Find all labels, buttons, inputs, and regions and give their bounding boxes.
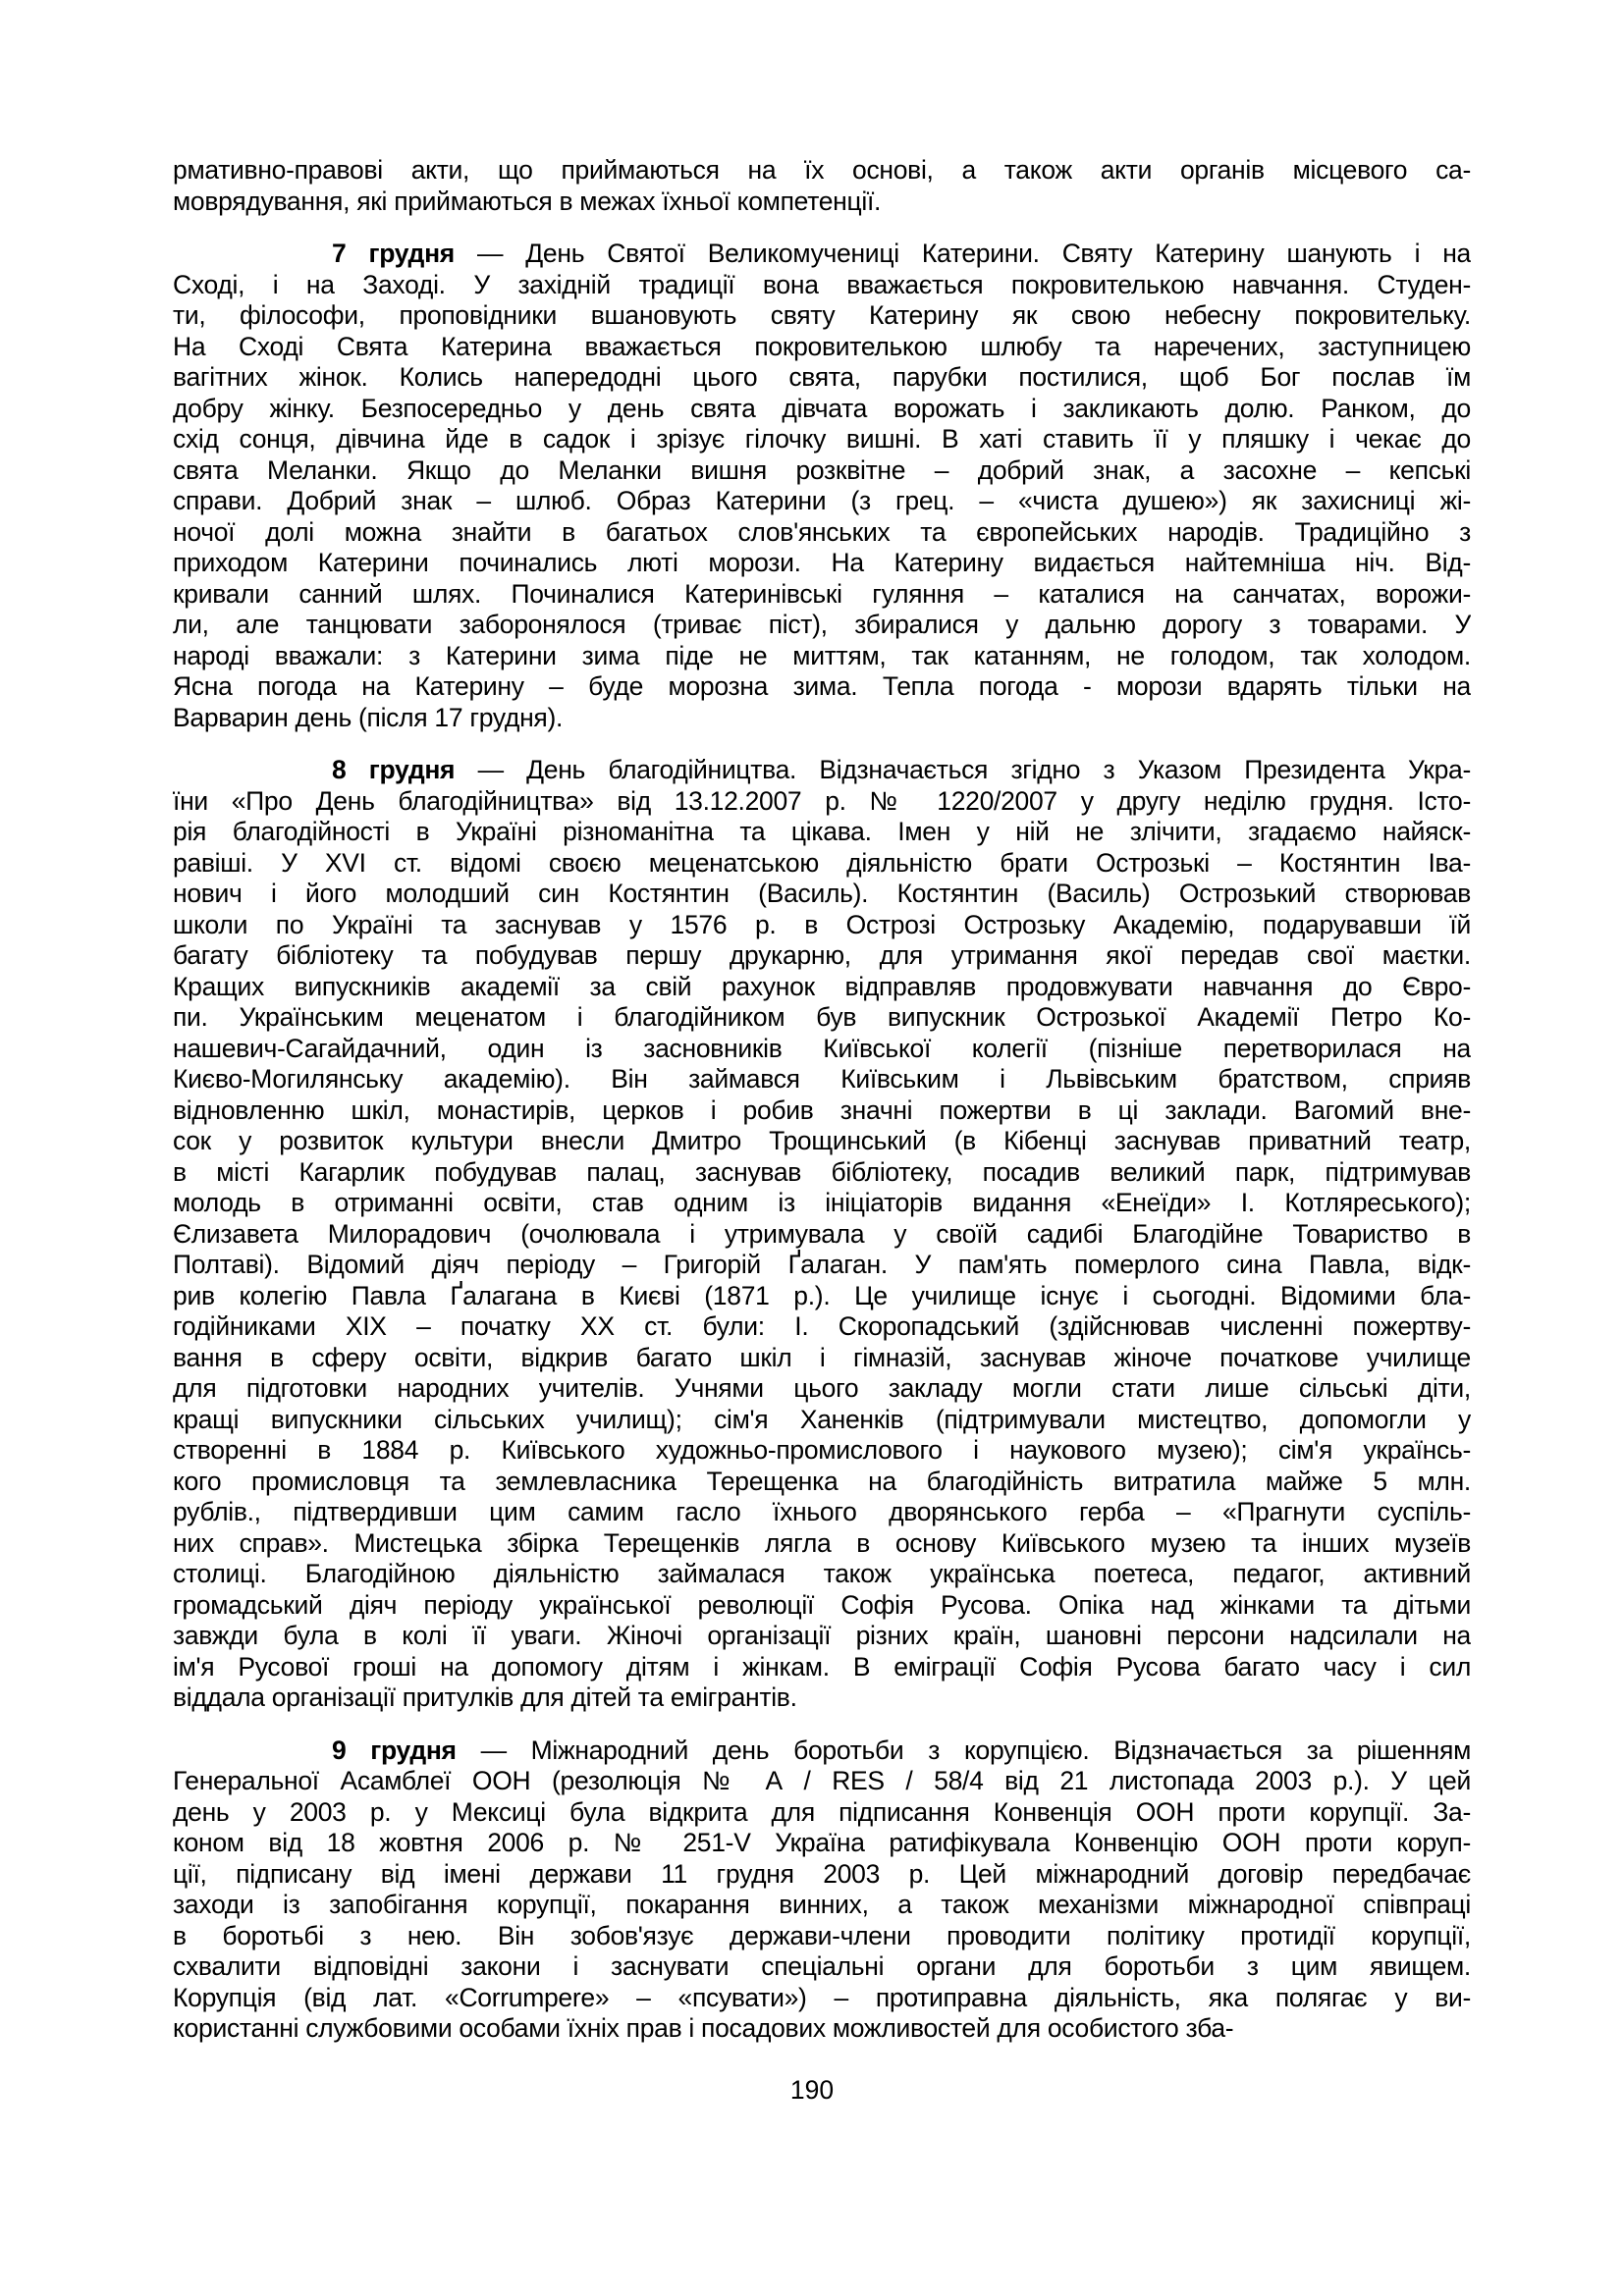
text-line: добру жінку. Безпосередньо у день свята дівчата ворожать і закликають долю. Ранком, до xyxy=(173,393,1471,423)
text-line: Сході, і на Заході. У західній традиції вона вважається покровителькою навчання. Студен- xyxy=(173,269,1471,299)
text-line: годійниками XIX – початку XX ст. були: І. Скоропадський (здійснював численні пожертву- xyxy=(173,1311,1471,1341)
text-line: сок у розвиток культури внесли Дмитро Трощинський (в Кібенці заснував приватний театр, xyxy=(173,1126,1471,1155)
text-line: рублів., підтвердивши цим самим гасло їхнього дворянського герба – «Прагнути суспіль- xyxy=(173,1497,1471,1526)
text-line: Єлизавета Милорадович (очолювала і утримувала у своїй садибі Благодійне Товариство в xyxy=(173,1218,1471,1249)
date-lead: 7 грудня xyxy=(332,239,455,268)
text-line: свята Меланки. Якщо до Меланки вишня розквітне – добрий знак, а засохне – кепські xyxy=(173,454,1471,485)
text-line: ції, підписану від імені держави 11 грудня 2003 р. Цей міжнародний договір передбачає xyxy=(173,1858,1471,1889)
text-line: їни «Про День благодійництва» від 13.12.2007 р. № 1220/2007 у другу неділю грудня. Істо- xyxy=(173,785,1471,816)
text-line: в місті Кагарлик побудував палац, заснував бібліотеку, посадив великий парк, підтримував xyxy=(173,1156,1471,1187)
text-line: відновленню шкіл, монастирів, церков і робив значні пожертви в ці заклади. Вагомий вне- xyxy=(173,1095,1471,1125)
text-block xyxy=(173,155,1471,2106)
text-line: кращі випускники сільських училищ); сім'я Ханенків (підтримували мистецтво, допомогли у xyxy=(173,1404,1471,1434)
text-line: равіші. У XVI ст. відомі своєю меценатською діяльністю брати Острозькі – Костянтин Іва- xyxy=(173,847,1471,878)
text-line: ти, філософи, проповідники вшановують святу Катерину як свою небесну покровительку. xyxy=(173,300,1471,330)
text-line: Варварин день (після 17 грудня). xyxy=(173,702,564,732)
text-line: 7 грудня — День Святої Великомучениці Катерини. Святу Катерину шанують і на xyxy=(332,239,1471,268)
text-line: Ясна погода на Катерину – буде морозна зима. Тепла погода - морози вдарять тільки на xyxy=(173,671,1471,701)
text-line: молодь в отриманні освіти, став одним із ініціаторів видання «Енеїди» І. Котляреського); xyxy=(173,1188,1471,1217)
text-line: громадський діяч періоду української революції Софія Русова. Опіка над жінками та дітьми xyxy=(173,1589,1471,1620)
text-line: заходи із запобігання корупції, покарання винних, а також механізми міжнародної співпраці xyxy=(173,1890,1471,1919)
paragraph xyxy=(173,155,1471,217)
text-line: для підготовки народних учителів. Учнями цього закладу могли стати лише сільські діти, xyxy=(173,1373,1471,1403)
text-line: столиці. Благодійною діяльністю займалася також українська поетеса, педагог, активний xyxy=(173,1559,1471,1588)
paragraph xyxy=(173,1735,1471,2045)
text-line: завжди була в колі її уваги. Жіночі організації різних країн, шановні персони надсилали на xyxy=(173,1621,1471,1650)
text-line: рія благодійності в Україні різноманітна та цікава. Імен у ній не злічити, згадаємо найяск- xyxy=(173,817,1471,846)
page-number: 190 xyxy=(789,2074,835,2105)
text-line: Генеральної Асамблеї ООН (резолюція № А / RES / 58/4 від 21 листопада 2003 р.). У цей xyxy=(173,1766,1471,1795)
text-line: 8 грудня — День благодійництва. Відзначається згідно з Указом Президента Укра- xyxy=(332,755,1471,784)
text-line: ли, але танцювати заборонялося (триває піст), збиралися у дальню дорогу з товарами. У xyxy=(173,610,1471,639)
text-line: приходом Катерини починались люті морози. На Катерину видається найтемніша ніч. Від- xyxy=(173,548,1471,577)
text-line: вагітних жінок. Колись напередодні цього свята, парубки постилися, щоб Бог послав їм xyxy=(173,362,1471,392)
text-line: На Сході Свята Катерина вважається покровителькою шлюбу та наречених, заступницею xyxy=(173,331,1471,361)
paragraph xyxy=(173,239,1471,733)
text-line: схвалити відповідні закони і заснувати спеціальні органи для боротьби з цим явищем. xyxy=(173,1951,1471,1981)
text-line: день у 2003 р. у Мексиці була відкрита для підписання Конвенція ООН проти корупції. За- xyxy=(173,1796,1471,1827)
text-line: в боротьбі з нею. Він зобов'язує держави-члени проводити політику протидії корупції, xyxy=(173,1920,1471,1950)
text-line: народі вважали: з Катерини зима піде не миттям, так катанням, не голодом, так холодом. xyxy=(173,640,1471,670)
text-line: Полтаві). Відомий діяч періоду – Григорій Ґалаган. У пам'ять померлого сина Павла, відк- xyxy=(173,1250,1471,1279)
text-line: рмативно-правові акти, що приймаються на їх основі, а також акти органів місцевого са- xyxy=(173,155,1471,185)
text-line: 9 грудня — Міжнародний день боротьби з корупцією. Відзначається за рішенням xyxy=(332,1735,1471,1765)
text-line: Кращих випускників академії за свій рахунок відправляв продовжувати навчання до Євро- xyxy=(173,971,1471,1001)
text-line: створенні в 1884 р. Київського художньо-промислового і наукового музею); сім'я українсь- xyxy=(173,1435,1471,1465)
paragraph xyxy=(173,755,1471,1714)
text-line: нович і його молодший син Костянтин (Василь). Костянтин (Василь) Острозький створював xyxy=(173,879,1471,908)
date-lead: 9 грудня xyxy=(332,1735,457,1765)
text-line: рив колегію Павла Ґалагана в Києві (1871 р.). Це училище існує і сьогодні. Відомими бла- xyxy=(173,1280,1471,1310)
text-line: схід сонця, дівчина йде в садок і зрізує гілочку вишні. В хаті ставить її у пляшку і чекає до xyxy=(173,424,1471,454)
text-line: віддала організації притулків для дітей та емігрантів. xyxy=(173,1682,797,1712)
text-line: ночої долі можна знайти в багатьох слов'янських та європейських народів. Традиційно з xyxy=(173,516,1471,547)
text-line: справи. Добрий знак – шлюб. Образ Катерини (з грец. – «чиста душею») як захисниці жі- xyxy=(173,486,1471,515)
text-line: школи по Україні та заснував у 1576 р. в Острозі Острозьку Академію, подарувавши їй xyxy=(173,909,1471,939)
text-line: Києво-Могилянську академію). Він займався Київським і Львівським братством, сприяв xyxy=(173,1064,1471,1094)
text-line: багату бібліотеку та побудував першу друкарню, для утримання якої передав свої маєтки. xyxy=(173,940,1471,970)
text-line: пи. Українським меценатом і благодійником був випускник Острозької Академії Петро Ко- xyxy=(173,1002,1471,1032)
text-line: нашевич-Сагайдачний, один із засновників Київської колегії (пізніше перетворилася на xyxy=(173,1033,1471,1063)
text-line: кривали санний шлях. Починалися Катеринівські гуляння – каталися на санчатах, ворожи- xyxy=(173,578,1471,609)
date-lead: 8 грудня xyxy=(332,755,456,784)
text-line: Корупція (від лат. «Corrumpere» – «псувати») – протиправна діяльність, яка полягає у ви- xyxy=(173,1982,1471,2012)
text-line: кого промисловця та землевласника Терещенка на благодійність витратила майже 5 млн. xyxy=(173,1466,1471,1496)
text-line: моврядування, які приймаються в межах їхньої компетенції. xyxy=(173,186,882,216)
text-line: вання в сферу освіти, відкрив багато шкіл і гімназій, заснував жіноче початкове училище xyxy=(173,1342,1471,1372)
text-line: ім'я Русової гроші на допомогу дітям і жінкам. В еміграції Софія Русова багато часу і сил xyxy=(173,1651,1471,1682)
text-line: них справ». Мистецька збірка Терещенків лягла в основу Київського музею та інших музеїв xyxy=(173,1527,1471,1558)
text-line: коном від 18 жовтня 2006 р. № 251-V Україна ратифікувала Конвенцію ООН проти коруп- xyxy=(173,1828,1471,1857)
text-line: користанні службовими особами їхніх прав і посадових можливостей для особистого зба- xyxy=(173,2013,1234,2043)
